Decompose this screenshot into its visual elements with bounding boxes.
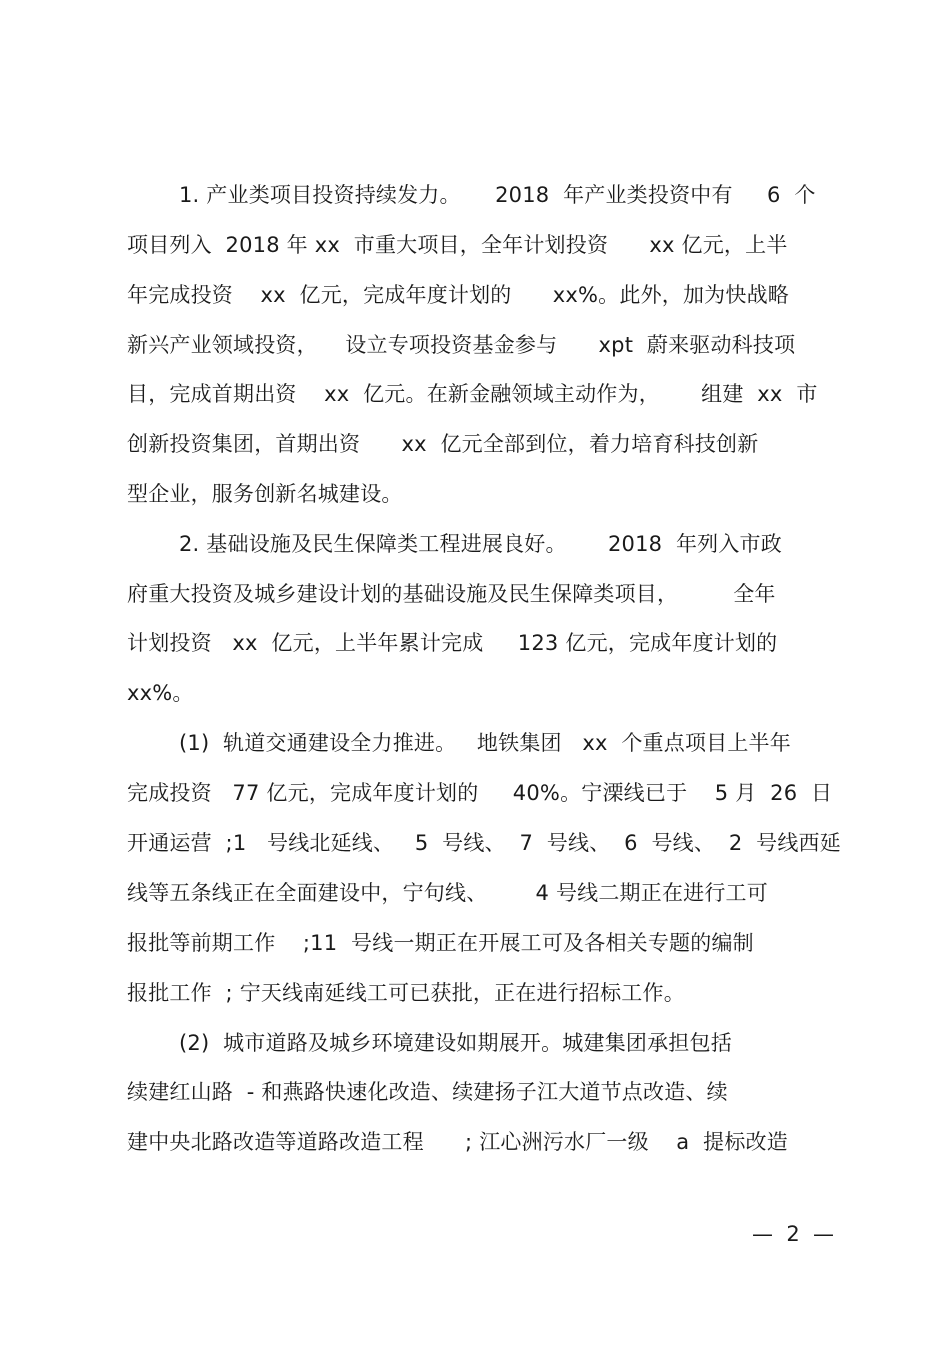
paragraph-2-line-1: 2. 基础设施及民生保障类工程进展良好。 2018 年列入市政 <box>179 532 782 556</box>
paragraph-3-line-5: 报批等前期工作 ;11 号线一期正在开展工可及各相关专题的编制 <box>127 931 754 955</box>
paragraph-3-line-4: 线等五条线正在全面建设中，宁句线、 4 号线二期正在进行工可 <box>127 881 768 905</box>
paragraph-4-line-2: 续建红山路 - 和燕路快速化改造、续建扬子江大道节点改造、续 <box>127 1080 728 1104</box>
page-number: — 2 — <box>752 1222 835 1246</box>
paragraph-1-line-4: 新兴产业领域投资， 设立专项投资基金参与 xpt 蔚来驱动科技项 <box>127 333 796 357</box>
paragraph-3-line-3: 开通运营 ;1 号线北延线、 5 号线、 7 号线、 6 号线、 2 号线西延 <box>127 831 841 855</box>
paragraph-4-line-1: (2) 城市道路及城乡环境建设如期展开。城建集团承担包括 <box>179 1031 732 1055</box>
paragraph-3-line-6: 报批工作 ; 宁天线南延线工可已获批，正在进行招标工作。 <box>127 981 685 1005</box>
paragraph-1-line-3: 年完成投资 xx 亿元，完成年度计划的 xx%。此外，加为快战略 <box>127 283 789 307</box>
paragraph-3-line-1: (1) 轨道交通建设全力推进。 地铁集团 xx 个重点项目上半年 <box>179 731 791 755</box>
paragraph-2-line-3: 计划投资 xx 亿元，上半年累计完成 123 亿元，完成年度计划的 <box>127 631 778 655</box>
paragraph-4-line-3: 建中央北路改造等道路改造工程 ; 江心洲污水厂一级 a 提标改造 <box>127 1130 788 1154</box>
paragraph-1-line-2: 项目列入 2018 年 xx 市重大项目，全年计划投资 xx 亿元，上半 <box>127 233 788 257</box>
paragraph-1-line-1: 1. 产业类项目投资持续发力。 2018 年产业类投资中有 6 个 <box>179 183 816 207</box>
paragraph-3-line-2: 完成投资 77 亿元，完成年度计划的 40%。宁溧线已于 5 月 26 日 <box>127 781 833 805</box>
paragraph-1-line-6: 创新投资集团，首期出资 xx 亿元全部到位，着力培育科技创新 <box>127 432 759 456</box>
paragraph-2-line-2: 府重大投资及城乡建设计划的基础设施及民生保障类项目， 全年 <box>127 582 776 606</box>
paragraph-1-line-5: 目，完成首期出资 xx 亿元。在新金融领域主动作为， 组建 xx 市 <box>127 382 818 406</box>
paragraph-1-line-7: 型企业，服务创新名城建设。 <box>127 482 403 506</box>
paragraph-2-line-4: xx%。 <box>127 681 194 705</box>
